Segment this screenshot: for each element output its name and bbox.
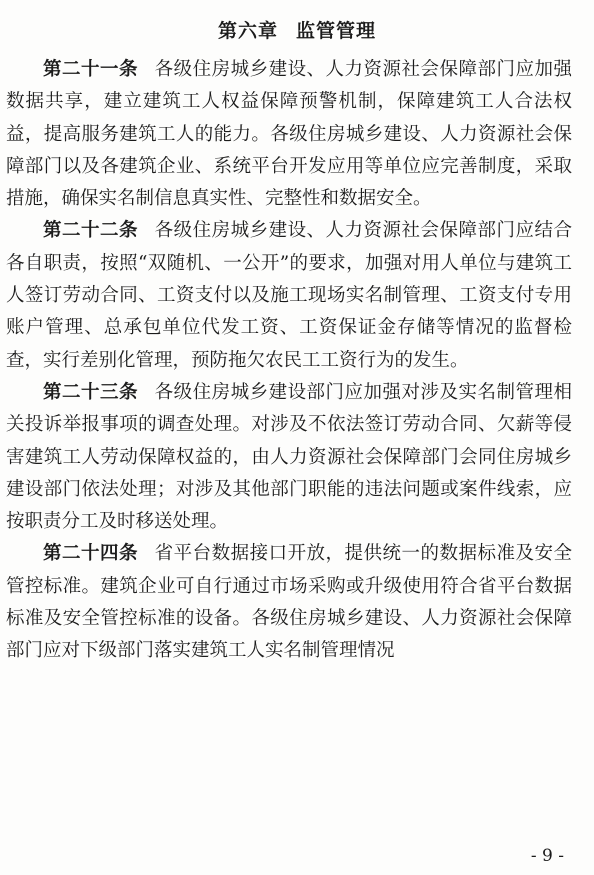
article-23 — [6, 377, 572, 538]
chapter-heading: 监管管理 — [296, 20, 377, 42]
article-text: 各级住房城乡建设、人力资源社会保障部门应结合各自职责，按照“双随机、一公开”的要求，加强对用人单位与建筑工人签订劳动合同、工资支付以及施工现场实名制管理、工资支付专用账户管理、总承包单位代发工资、工资保证金存储等情况的监督检查，实行差别化管理，预防拖欠农民工工资行为的发生。 — [6, 220, 572, 371]
article-label: 第二十二条 — [43, 220, 138, 242]
chapter-number: 第六章 — [217, 20, 278, 42]
article-text: 各级住房城乡建设部门应加强对涉及实名制管理相关投诉举报事项的调查处理。对涉及不依法签订劳动合同、欠薪等侵害建筑工人劳动保障权益的，由人力资源社会保障部门会同住房城乡建设部门依法处理；对涉及其他部门职能的违法问题或案件线索，应按职责分工及时移送处理。 — [6, 381, 572, 533]
page-number: - 9 - — [530, 846, 564, 866]
article-text: 各级住房城乡建设、人力资源社会保障部门应加强数据共享，建立建筑工人权益保障预警机制，保障建筑工人合法权益，提高服务建筑工人的能力。各级住房城乡建设、人力资源社会保障部门以及各建筑企业、系统平台开发应用等单位应完善制度，采取措施，确保实名制信息真实性、完整性和数据安全。 — [6, 59, 572, 210]
chapter-title — [0, 16, 594, 43]
article-label: 第二十一条 — [43, 59, 138, 80]
article-24 — [6, 538, 572, 667]
article-text: 省平台数据接口开放，提供统一的数据标准及安全管控标准。建筑企业可自行通过市场采购或升级使用符合省平台数据标准及安全管控标准的设备。各级住房城乡建设、人力资源社会保障部门应对下级部门落实建筑工人实名制管理情况 — [6, 543, 572, 662]
article-22 — [6, 215, 572, 376]
article-21 — [6, 54, 572, 215]
article-label: 第二十四条 — [43, 543, 138, 565]
body-text — [6, 54, 572, 668]
article-label: 第二十三条 — [43, 381, 138, 403]
